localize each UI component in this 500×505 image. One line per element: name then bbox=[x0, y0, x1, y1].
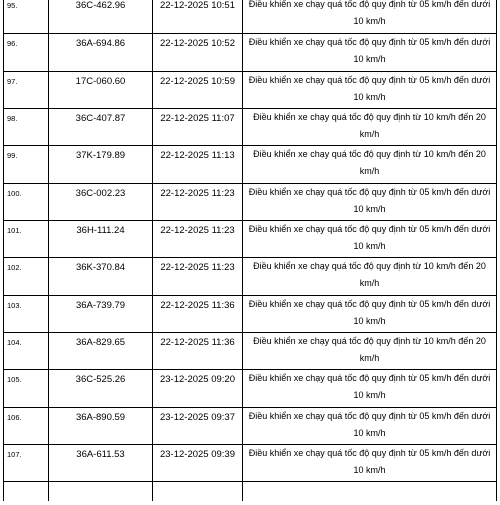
violation-time bbox=[153, 370, 243, 406]
table-row bbox=[4, 332, 496, 369]
violation-description bbox=[243, 72, 496, 108]
table-row bbox=[4, 407, 496, 444]
row-number bbox=[4, 296, 49, 332]
violation-description-text: Điều khiển xe chạy quá tốc độ quy định từ 10 km/h đến 20 km/h bbox=[253, 261, 486, 289]
row-number bbox=[4, 0, 49, 33]
license-plate-text: 36H-111.24 bbox=[76, 224, 125, 236]
table-row bbox=[4, 295, 496, 332]
row-number-text: 101. bbox=[7, 225, 22, 235]
violation-time bbox=[153, 296, 243, 332]
violation-time-text: 22-12-2025 11:36 bbox=[160, 299, 235, 311]
violation-description bbox=[243, 333, 496, 369]
violation-description bbox=[243, 0, 496, 33]
violation-description bbox=[243, 221, 496, 257]
license-plate bbox=[49, 34, 153, 70]
table-row-partial bbox=[4, 481, 496, 501]
violation-time bbox=[153, 258, 243, 294]
row-number-text: 106. bbox=[7, 412, 22, 422]
row-number bbox=[4, 370, 49, 406]
license-plate-text: 36A-694.86 bbox=[75, 38, 126, 50]
license-plate-text: 36K-370.84 bbox=[75, 262, 126, 274]
table-row bbox=[4, 369, 496, 406]
license-plate-text: 36C-525.26 bbox=[75, 374, 126, 386]
violation-time bbox=[153, 109, 243, 145]
row-number bbox=[4, 146, 49, 182]
empty-cell bbox=[4, 482, 49, 501]
violation-description bbox=[243, 109, 496, 145]
row-number-text: 98. bbox=[7, 113, 18, 123]
license-plate bbox=[49, 333, 153, 369]
violation-time-text: 23-12-2025 09:20 bbox=[159, 374, 235, 386]
row-number bbox=[4, 109, 49, 145]
license-plate bbox=[49, 370, 153, 406]
row-number bbox=[4, 445, 49, 481]
table-row bbox=[4, 444, 496, 481]
violation-description bbox=[243, 184, 496, 220]
row-number-text: 103. bbox=[7, 300, 22, 310]
license-plate bbox=[49, 408, 153, 444]
violation-description bbox=[243, 296, 496, 332]
table-row bbox=[4, 183, 496, 220]
license-plate-text: 36A-829.65 bbox=[75, 336, 126, 348]
violation-description bbox=[243, 370, 496, 406]
violation-time bbox=[153, 146, 243, 182]
violation-description-text: Điều khiển xe chạy quá tốc độ quy định từ 05 km/h đến dưới 10 km/h bbox=[248, 373, 491, 401]
row-number bbox=[4, 333, 49, 369]
row-number bbox=[4, 258, 49, 294]
empty-cell bbox=[153, 482, 243, 501]
table-row bbox=[4, 257, 496, 294]
violation-description-text: Điều khiển xe chạy quá tốc độ quy định từ 10 km/h đến 20 km/h bbox=[253, 335, 486, 363]
license-plate-text: 17C-060.60 bbox=[75, 75, 126, 87]
violation-time-text: 22-12-2025 11:36 bbox=[160, 336, 235, 348]
license-plate-text: 36C-407.87 bbox=[75, 112, 126, 124]
row-number bbox=[4, 72, 49, 108]
violation-description-text: Điều khiển xe chạy quá tốc độ quy định từ 10 km/h đến 20 km/h bbox=[253, 111, 486, 139]
license-plate bbox=[49, 146, 153, 182]
license-plate-text: 36A-739.79 bbox=[75, 299, 126, 311]
license-plate bbox=[49, 109, 153, 145]
violation-time-text: 22-12-2025 11:07 bbox=[160, 112, 235, 124]
license-plate-text: 37K-179.89 bbox=[75, 150, 126, 162]
row-number bbox=[4, 184, 49, 220]
row-number-text: 105. bbox=[7, 375, 22, 385]
violation-time-text: 22-12-2025 11:13 bbox=[160, 150, 235, 162]
violation-time-text: 22-12-2025 10:52 bbox=[159, 38, 235, 50]
violation-description-text: Điều khiển xe chạy quá tốc độ quy định từ 05 km/h đến dưới 10 km/h bbox=[248, 0, 491, 26]
violation-description bbox=[243, 445, 496, 481]
row-number-text: 102. bbox=[7, 263, 22, 273]
license-plate-text: 36C-002.23 bbox=[75, 187, 126, 199]
violation-time-text: 22-12-2025 11:23 bbox=[160, 224, 235, 236]
row-number-text: 104. bbox=[7, 337, 22, 347]
violation-description bbox=[243, 408, 496, 444]
table-row bbox=[4, 0, 496, 33]
row-number-text: 99. bbox=[7, 151, 18, 161]
license-plate bbox=[49, 72, 153, 108]
table-row bbox=[4, 145, 496, 182]
license-plate bbox=[49, 445, 153, 481]
license-plate-text: 36A-611.53 bbox=[76, 448, 125, 460]
license-plate bbox=[49, 221, 153, 257]
violation-time bbox=[153, 72, 243, 108]
license-plate bbox=[49, 0, 153, 33]
violation-description-text: Điều khiển xe chạy quá tốc độ quy định từ 05 km/h đến dưới 10 km/h bbox=[248, 410, 491, 438]
row-number-text: 95. bbox=[7, 1, 18, 10]
table-row bbox=[4, 108, 496, 145]
license-plate bbox=[49, 258, 153, 294]
row-number-text: 100. bbox=[7, 188, 22, 198]
violation-time-text: 22-12-2025 10:51 bbox=[159, 0, 235, 11]
violation-description bbox=[243, 146, 496, 182]
violation-time bbox=[153, 221, 243, 257]
row-number-text: 107. bbox=[7, 449, 22, 459]
violation-time-text: 23-12-2025 09:37 bbox=[159, 411, 235, 423]
violation-description-text: Điều khiển xe chạy quá tốc độ quy định từ 10 km/h đến 20 km/h bbox=[253, 149, 486, 177]
license-plate bbox=[49, 296, 153, 332]
row-number bbox=[4, 408, 49, 444]
violation-time bbox=[153, 408, 243, 444]
violation-description-text: Điều khiển xe chạy quá tốc độ quy định từ 05 km/h đến dưới 10 km/h bbox=[248, 186, 491, 214]
violation-description-text: Điều khiển xe chạy quá tốc độ quy định từ 05 km/h đến dưới 10 km/h bbox=[248, 37, 491, 65]
violation-description bbox=[243, 258, 496, 294]
violations-table bbox=[3, 0, 497, 501]
row-number bbox=[4, 34, 49, 70]
empty-cell bbox=[49, 482, 153, 501]
table-row bbox=[4, 33, 496, 70]
violation-time bbox=[153, 0, 243, 33]
row-number-text: 97. bbox=[7, 76, 18, 86]
violation-time-text: 22-12-2025 10:59 bbox=[159, 75, 235, 87]
violation-time-text: 22-12-2025 11:23 bbox=[160, 262, 235, 274]
table-row bbox=[4, 71, 496, 108]
empty-cell bbox=[243, 482, 496, 501]
violation-description-text: Điều khiển xe chạy quá tốc độ quy định từ 05 km/h đến dưới 10 km/h bbox=[248, 74, 491, 102]
violation-time-text: 23-12-2025 09:39 bbox=[159, 448, 235, 460]
violation-time bbox=[153, 445, 243, 481]
violation-time bbox=[153, 184, 243, 220]
violation-time bbox=[153, 333, 243, 369]
violation-time bbox=[153, 34, 243, 70]
license-plate-text: 36A-890.59 bbox=[75, 411, 126, 423]
violation-description bbox=[243, 34, 496, 70]
table-row bbox=[4, 220, 496, 257]
violation-time-text: 22-12-2025 11:23 bbox=[160, 187, 235, 199]
violation-description-text: Điều khiển xe chạy quá tốc độ quy định từ 05 km/h đến dưới 10 km/h bbox=[248, 298, 491, 326]
violation-description-text: Điều khiển xe chạy quá tốc độ quy định từ 05 km/h đến dưới 10 km/h bbox=[248, 447, 491, 475]
row-number-text: 96. bbox=[7, 39, 18, 49]
violation-description-text: Điều khiển xe chạy quá tốc độ quy định từ 05 km/h đến dưới 10 km/h bbox=[248, 223, 491, 251]
license-plate bbox=[49, 184, 153, 220]
license-plate-text: 36C-462.96 bbox=[75, 0, 126, 11]
row-number bbox=[4, 221, 49, 257]
